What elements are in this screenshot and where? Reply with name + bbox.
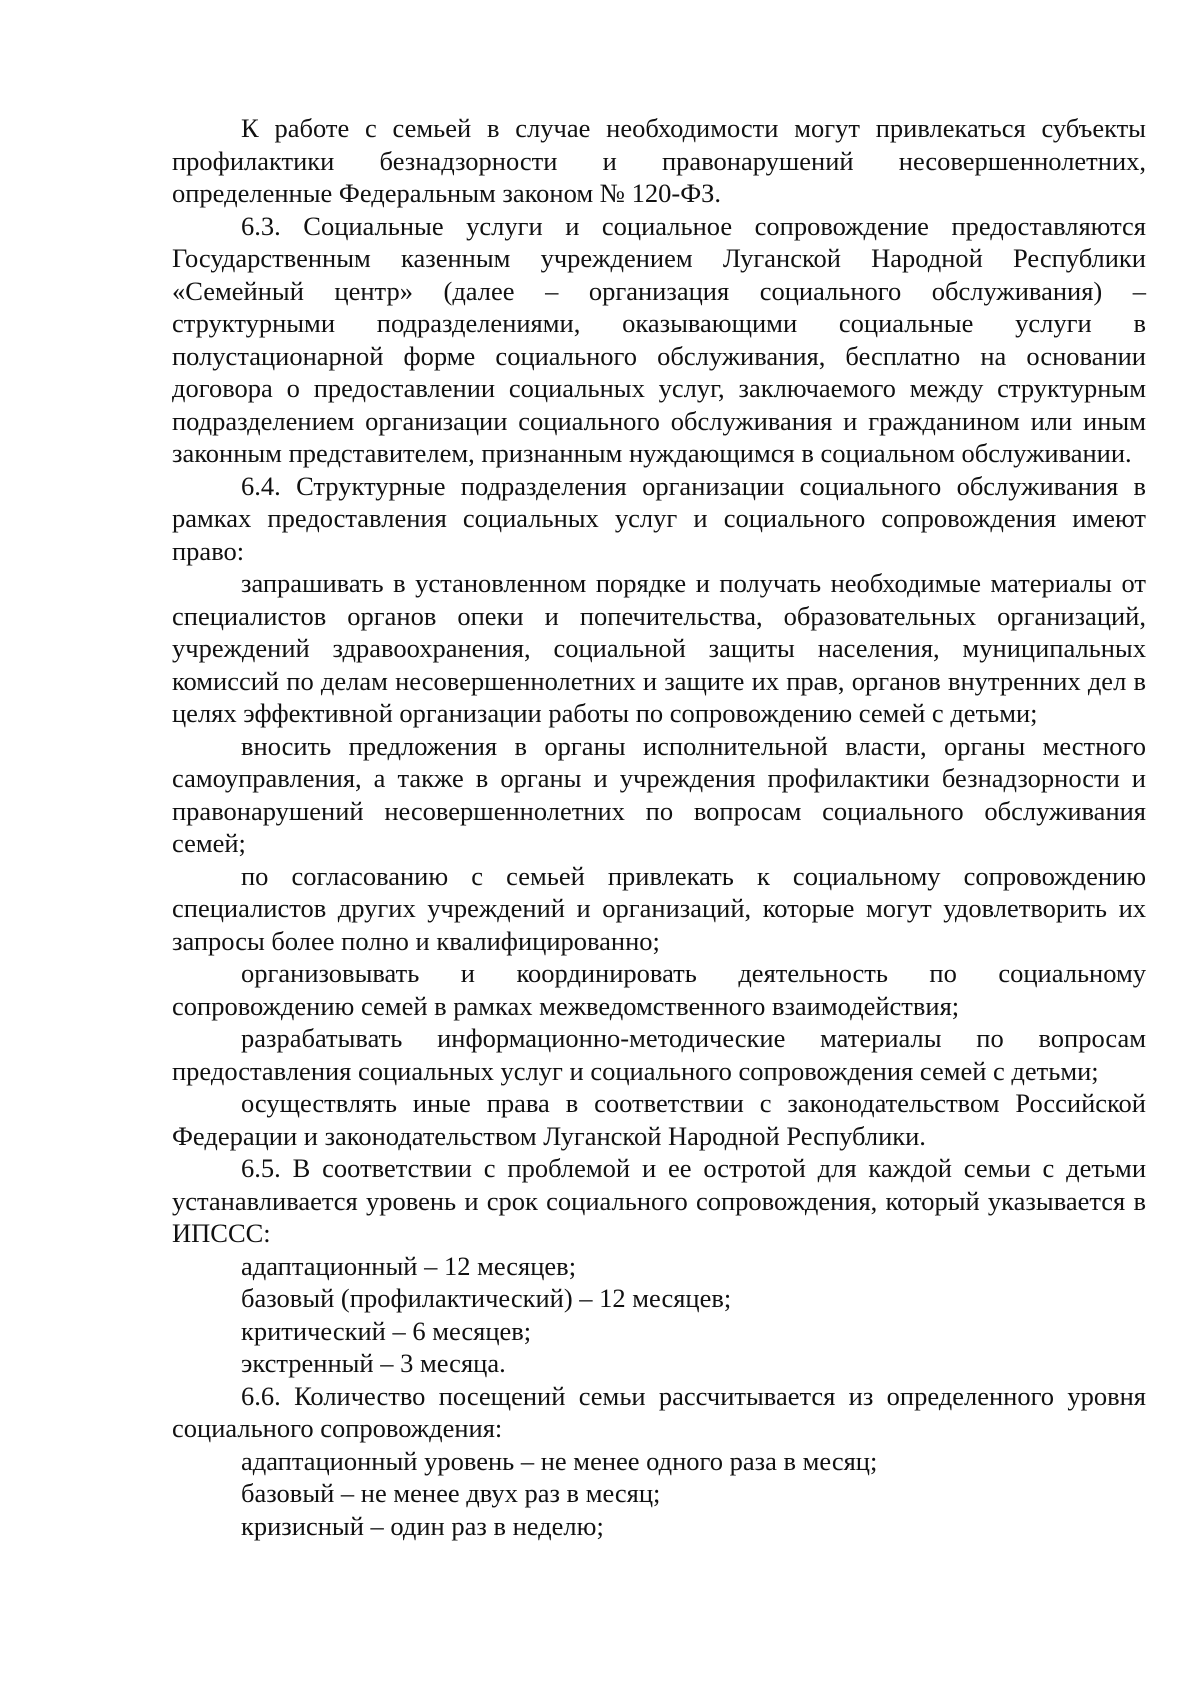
level-emergency-term: экстренный – 3 месяца. [241,1348,506,1378]
right-request-materials: запрашивать в установленном порядке и получать необходимые материалы от специалистов органов опеки и попечительства, образовательных организаций, учреждений здравоохранения, социальной защиты населения, муниципальных комиссий по делам несовершеннолетних и защите их прав, органов внутренних дел в целях эффективной организации работы по сопровождению семей с детьми; [172,568,1146,728]
visits-adaptation-level: адаптационный уровень – не менее одного раза в месяц; [241,1445,878,1476]
document-page [172,112,1146,1542]
paragraph-6-3: 6.3. Социальные услуги и социальное сопровождение предоставляются Государственным казенным учреждением Луганской Народной Республики «Семейный центр» (далее – организация социального обслуживания) – структурными подразделениями, оказывающими социальные услуги в полустационарной форме социального обслуживания, бесплатно на основании договора о предоставлении социальных услуг, заключаемого между структурным подразделением организации социального обслуживания и гражданином или иным законным представителем, признанным нуждающимся в социальном обслуживании. [172,210,1146,468]
visits-crisis-level: кризисный – один раз в неделю; [241,1510,604,1541]
right-coordinate-activity: организовывать и координировать деятельность по социальному сопровождению семей в рамках межведомственного взаимодействия; [172,958,1146,1021]
level-adaptation-term: адаптационный – 12 месяцев; [241,1250,577,1281]
paragraph-6-4: 6.4. Структурные подразделения организации социального обслуживания в рамках предоставления социальных услуг и социального сопровождения имеют право: [172,470,1146,566]
paragraph-6-5: 6.5. В соответствии с проблемой и ее остротой для каждой семьи с детьми устанавливается уровень и срок социального сопровождения, который указывается в ИПССС: [172,1153,1146,1248]
right-develop-materials: разрабатывать информационно-методические материалы по вопросам предоставления социальных услуг и социального сопровождения семей с детьми; [172,1023,1146,1086]
visits-basic-level: базовый – не менее двух раз в месяц; [241,1478,661,1508]
level-basic-term: базовый (профилактический) – 12 месяцев; [241,1283,732,1313]
paragraph-subjects-prevention: К работе с семьей в случае необходимости могут привлекаться субъекты профилактики безнадзорности и правонарушений несовершеннолетних, определенные Федеральным законом № 120-ФЗ. [172,113,1146,208]
level-critical-term: критический – 6 месяцев; [241,1315,532,1346]
paragraph-6-6: 6.6. Количество посещений семьи рассчитывается из определенного уровня социального сопровождения: [172,1380,1146,1443]
right-involve-specialists: по согласованию с семьей привлекать к социальному сопровождению специалистов других учреждений и организаций, которые могут удовлетворить их запросы более полно и квалифицированно; [172,860,1146,956]
right-other: осуществлять иные права в соответствии с законодательством Российской Федерации и законодательством Луганской Народной Республики. [172,1088,1146,1151]
right-make-proposals: вносить предложения в органы исполнительной власти, органы местного самоуправления, а также в органы и учреждения профилактики безнадзорности и правонарушений несовершеннолетних по вопросам социального обслуживания семей; [172,730,1146,858]
